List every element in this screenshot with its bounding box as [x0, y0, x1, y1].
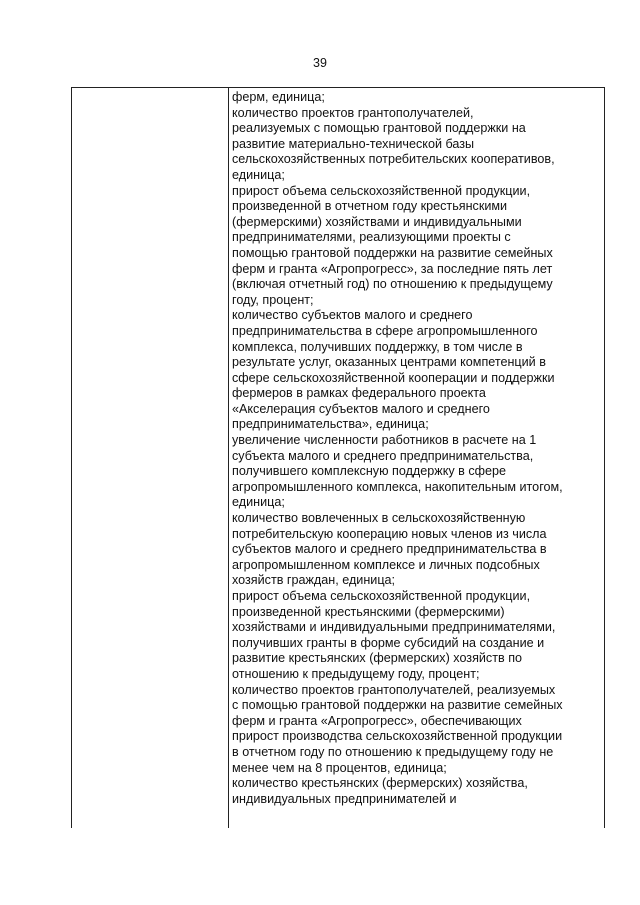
table-text-line: произведенной в отчетном году крестьянскими: [232, 199, 508, 214]
table-text-line: индивидуальных предпринимателей и: [232, 791, 457, 806]
table-text-line: в отчетном году по отношению к предыдущему году не: [232, 744, 554, 759]
table-text-line: «Акселерация субъектов малого и среднего: [232, 401, 490, 416]
table-text-line: потребительскую кооперацию новых членов из числа: [232, 526, 547, 541]
table-text-line: предпринимательства», единица;: [232, 417, 429, 432]
table-text-line: сельскохозяйственных потребительских кооперативов,: [232, 152, 555, 167]
table-text-line: количество вовлеченных в сельскохозяйственную: [232, 511, 526, 526]
table-text-line: агропромышленного комплекса, накопительным итогом,: [232, 479, 563, 494]
indicator-table: [71, 87, 605, 828]
table-text-line: ферм и гранта «Агропрогресс», за последние пять лет: [232, 261, 553, 276]
table-text-line: реализуемых с помощью грантовой поддержки на: [232, 121, 526, 136]
table-left-cell: [72, 88, 229, 828]
table-text-line: менее чем на 8 процентов, единица;: [232, 760, 447, 775]
table-text-line: увеличение численности работников в расчете на 1: [232, 433, 537, 448]
table-text-line: помощью грантовой поддержки на развитие семейных: [232, 245, 553, 260]
table-text-line: результате услуг, оказанных центрами компетенций в: [232, 355, 546, 370]
table-text-line: единица;: [232, 495, 285, 510]
table-text-line: хозяйствами и индивидуальными предпринимателями,: [232, 620, 556, 635]
table-text-line: хозяйств граждан, единица;: [232, 573, 396, 588]
table-text-line: количество крестьянских (фермерских) хозяйства,: [232, 776, 528, 791]
table-text-line: ферм и гранта «Агропрогресс», обеспечивающих: [232, 713, 522, 728]
table-text-line: комплекса, получивших поддержку, в том числе в: [232, 339, 523, 354]
table-text-line: агропромышленном комплексе и личных подсобных: [232, 557, 540, 572]
table-text-line: (фермерскими) хозяйствами и индивидуальными: [232, 214, 522, 229]
table-text-line: количество субъектов малого и среднего: [232, 308, 473, 323]
table-text-line: единица;: [232, 167, 285, 182]
table-text-line: (включая отчетный год) по отношению к предыдущему: [232, 277, 553, 292]
table-text-line: отношению к предыдущему году, процент;: [232, 666, 480, 681]
table-text-line: с помощью грантовой поддержки на развитие семейных: [232, 698, 563, 713]
table-text-line: прирост объема сельскохозяйственной продукции,: [232, 589, 531, 603]
table-text-line: получившего комплексную поддержку в сфере: [232, 464, 507, 479]
table-text-line: предпринимателями, реализующими проекты с: [232, 230, 511, 245]
table-text-line: фермеров в рамках федерального проекта: [232, 386, 486, 401]
table-text-line: количество проектов грантополучателей, реализуемых: [232, 682, 556, 697]
table-text-line: произведенной крестьянскими (фермерскими): [232, 604, 505, 619]
table-text-line: субъекта малого и среднего предпринимательства,: [232, 448, 534, 463]
table-right-cell: [229, 88, 604, 807]
table-text-line: прирост производства сельскохозяйственной продукции: [232, 729, 563, 744]
table-text-line: развитие материально-технической базы: [232, 136, 475, 151]
table-text-line: субъектов малого и среднего предпринимательства в: [232, 542, 547, 557]
page-number: 39: [313, 56, 327, 70]
table-text-line: предпринимательства в сфере агропромышленного: [232, 323, 538, 338]
table-text-line: развитие крестьянских (фермерских) хозяйств по: [232, 651, 523, 666]
table-text-line: году, процент;: [232, 292, 314, 307]
table-text-line: получивших гранты в форме субсидий на создание и: [232, 635, 545, 650]
table-text-line: ферм, единица;: [232, 90, 325, 104]
table-text-line: прирост объема сельскохозяйственной продукции,: [232, 183, 531, 198]
table-text-line: количество проектов грантополучателей,: [232, 105, 474, 120]
table-text-line: сфере сельскохозяйственной кооперации и поддержки: [232, 370, 555, 385]
